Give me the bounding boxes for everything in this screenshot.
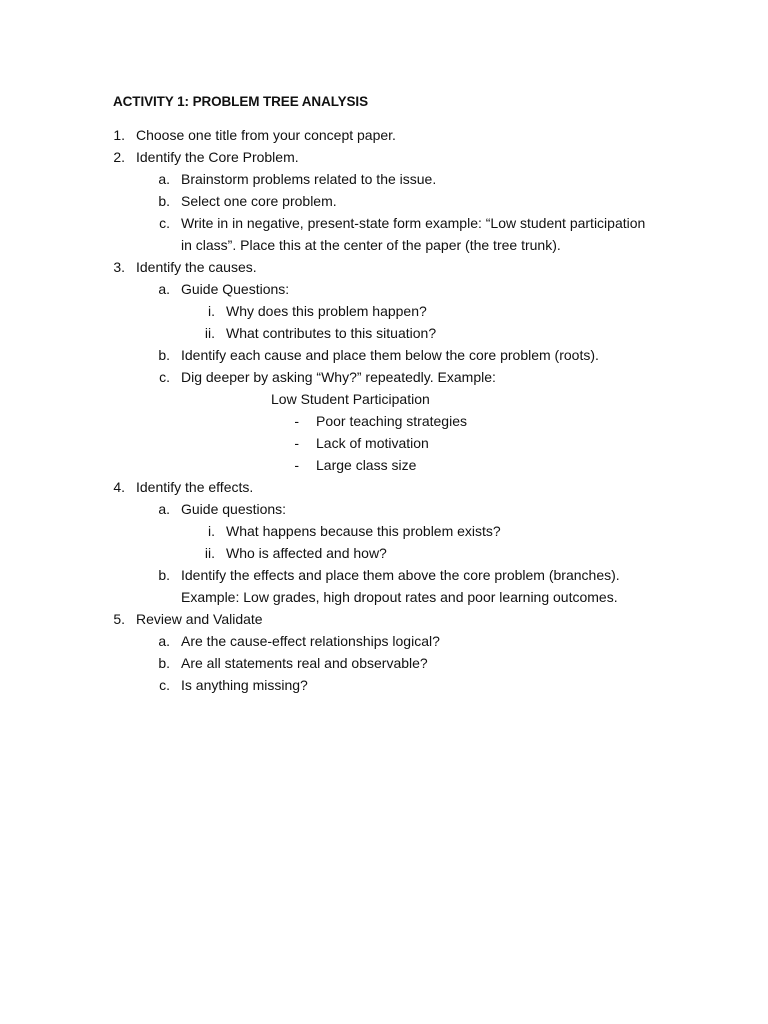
list-text: Choose one title from your concept paper.: [136, 127, 396, 143]
list-text: Are the cause-effect relationships logical?: [181, 633, 440, 649]
list-marker: ii.: [204, 325, 215, 341]
list-text: Identify the effects.: [136, 479, 254, 495]
list-text: Identify the effects and place them above the core problem (branches).: [181, 567, 620, 583]
list-text: Poor teaching strategies: [316, 413, 467, 429]
list-marker: i.: [208, 523, 215, 539]
list-text: Brainstorm problems related to the issue.: [181, 171, 437, 187]
list-marker: a.: [158, 171, 170, 187]
list-marker: i.: [208, 303, 215, 319]
list-text: Low Student Participation: [271, 391, 430, 407]
list-text: Is anything missing?: [181, 677, 308, 693]
list-marker: c.: [159, 369, 170, 385]
list-text: Who is affected and how?: [226, 545, 387, 561]
activity-title: ACTIVITY 1: PROBLEM TREE ANALYSIS: [113, 94, 368, 109]
list-marker: ii.: [204, 545, 215, 561]
list-text: Identify the causes.: [136, 259, 257, 275]
list-marker: b.: [158, 347, 170, 363]
list-marker: b.: [158, 567, 170, 583]
list-marker: c.: [159, 215, 170, 231]
list-text: Identify each cause and place them below the core problem (roots).: [181, 347, 599, 363]
list-text: Review and Validate: [136, 611, 263, 627]
list-text: in class”. Place this at the center of the paper (the tree trunk).: [181, 237, 561, 253]
list-marker: 5.: [113, 611, 125, 627]
list-text: Identify the Core Problem.: [136, 149, 299, 165]
list-marker: -: [294, 435, 299, 451]
list-text: Write in in negative, present-state form example: “Low student participation: [181, 215, 646, 231]
list-text: Lack of motivation: [316, 435, 429, 451]
list-marker: 4.: [113, 479, 125, 495]
list-marker: 3.: [113, 259, 125, 275]
list-text: Guide questions:: [181, 501, 287, 517]
list-marker: 2.: [113, 149, 125, 165]
list-marker: 1.: [113, 127, 125, 143]
list-text: Select one core problem.: [181, 193, 337, 209]
list-marker: -: [294, 457, 299, 473]
list-text: What happens because this problem exists?: [226, 523, 501, 539]
list-text: What contributes to this situation?: [226, 325, 437, 341]
list-marker: b.: [158, 655, 170, 671]
list-marker: a.: [158, 501, 170, 517]
list-text: Example: Low grades, high dropout rates and poor learning outcomes.: [181, 589, 618, 605]
list-marker: -: [294, 413, 299, 429]
list-text: Why does this problem happen?: [226, 303, 427, 319]
list-marker: a.: [158, 633, 170, 649]
list-text: Large class size: [316, 457, 417, 473]
list-text: Dig deeper by asking “Why?” repeatedly. Example:: [181, 369, 496, 385]
list-text: Guide Questions:: [181, 281, 290, 297]
list-marker: a.: [158, 281, 170, 297]
list-text: Are all statements real and observable?: [181, 655, 428, 671]
list-marker: c.: [159, 677, 170, 693]
list-marker: b.: [158, 193, 170, 209]
